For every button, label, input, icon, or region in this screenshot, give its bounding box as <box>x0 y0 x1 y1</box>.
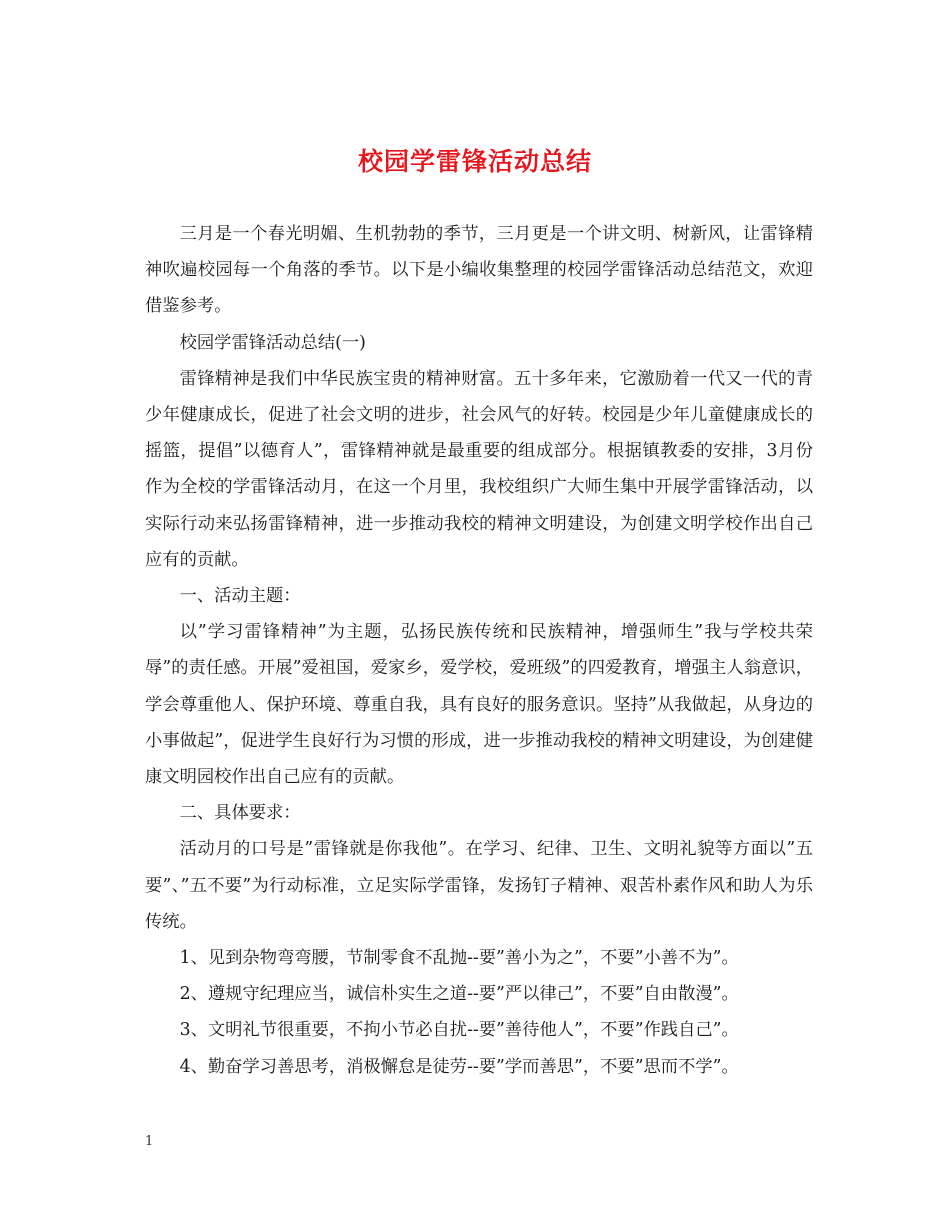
section-heading: 一、活动主题： <box>179 586 301 607</box>
body-paragraph: 活动月的口号是”雷锋就是你我他”。在学习、纪律、卫生、文明礼貌等方面以”五要”、”五不要”为行动标准，立足实际学雷锋，发扬钉子精神、艰苦朴素作风和助人为乐传统。 <box>145 839 813 932</box>
list-item: 1、见到杂物弯弯腰，节制零食不乱抛--要”善小为之”，不要”小善不为”。 <box>179 948 739 969</box>
section-heading: 二、具体要求： <box>179 803 301 824</box>
list-item: 3、文明礼节很重要，不拘小节必自扰--要”善待他人”，不要”作践自己”。 <box>179 1020 739 1041</box>
document-title: 校园学雷锋活动总结 <box>357 147 592 176</box>
intro-paragraph: 三月是一个春光明媚、生机勃勃的季节，三月更是一个讲文明、树新风，让雷锋精神吹遍校园每一个角落的季节。以下是小编收集整理的校园学雷锋活动总结范文，欢迎借鉴参考。 <box>145 224 813 317</box>
body-paragraph: 雷锋精神是我们中华民族宝贵的精神财富。五十多年来，它激励着一代又一代的青少年健康成长，促进了社会文明的进步，社会风气的好转。校园是少年儿童健康成长的摇篮，提倡”以德育人”，雷锋精神就是最重要的组成部分。根据镇教委的安排，3月份作为全校的学雷锋活动月，在这一个月里，我校组织广大师生集中开展学雷锋活动，以实际行动来弘扬雷锋精神，进一步推动我校的精神文明建设，为创建文明学校作出自己应有的贡献。 <box>145 368 813 570</box>
page-number: 1 <box>145 1134 154 1149</box>
body-paragraph: 以”学习雷锋精神”为主题，弘扬民族传统和民族精神，增强师生”我与学校共荣辱”的责任感。开展”爱祖国，爱家乡，爱学校，爱班级”的四爱教育，增强主人翁意识，学会尊重他人、保护环境、尊重自我，具有良好的服务意识。坚持”从我做起，从身边的小事做起”，促进学生良好行为习惯的形成，进一步推动我校的精神文明建设，为创建健康文明园校作出自己应有的贡献。 <box>145 622 813 788</box>
list-item: 2、遵规守纪理应当，诚信朴实生之道--要”严以律己”，不要”自由散漫”。 <box>179 984 739 1005</box>
document-body <box>145 216 813 1085</box>
section-heading: 校园学雷锋活动总结(一) <box>179 332 366 353</box>
list-item: 4、勤奋学习善思考，消极懈怠是徒劳--要”学而善思”，不要”思而不学”。 <box>179 1056 739 1077</box>
